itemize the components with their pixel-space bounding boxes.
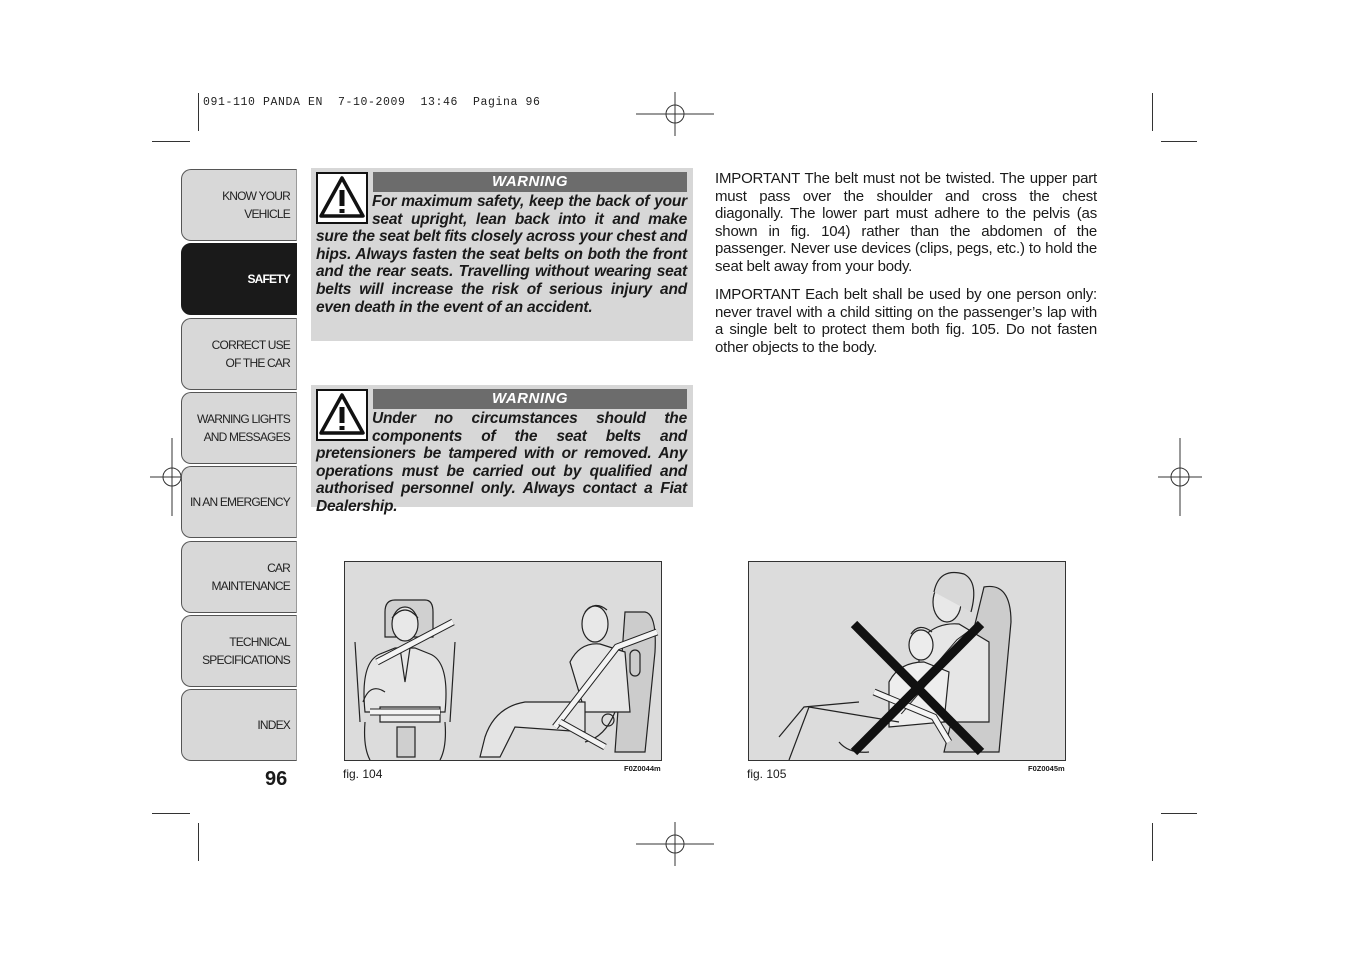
tab-technical-specifications[interactable]: TECHNICAL SPECIFICATIONS — [181, 615, 297, 687]
warning-text: Under no circumstances should the components of the seat belts and pretensioners be tampered with or removed. Any operations must be carried out by qualified and authorised personnel only. Always contact a Fiat Dealership. — [316, 410, 687, 515]
figure-code: F0Z0044m — [624, 764, 661, 773]
warning-title: WARNING — [373, 389, 687, 409]
figure-code: F0Z0045m — [1028, 764, 1065, 773]
page-number: 96 — [265, 768, 288, 790]
warning-text: For maximum safety, keep the back of your seat upright, lean back into it and make sure the seat belt fits closely across your chest and hips. Always fasten the seat belts on both the front and the rear seats. Travelling without wearing seat belts will increase the risk of serious injury and even death in the event of an accident. — [316, 193, 687, 316]
tab-index[interactable]: INDEX — [181, 689, 297, 761]
tab-correct-use[interactable]: CORRECT USE OF THE CAR — [181, 318, 297, 390]
warning-title: WARNING — [373, 172, 687, 192]
important-paragraph: IMPORTANT Each belt shall be used by one person only: never travel with a child sitting on the passenger’s lap with a single belt to protect them both fig. 105. Do not fasten other objects to the body. — [715, 286, 1097, 356]
figure-104-illustration — [344, 561, 662, 761]
warning-triangle-icon — [316, 172, 368, 224]
crop-mark — [152, 141, 190, 142]
registration-mark-top — [636, 92, 714, 136]
crop-mark — [1161, 813, 1197, 814]
registration-mark-bottom — [636, 822, 714, 866]
crop-mark — [152, 813, 190, 814]
seatbelt-incorrect-illustration — [749, 562, 1065, 760]
figure-105-illustration — [748, 561, 1066, 761]
seatbelt-correct-illustration — [345, 562, 661, 760]
warning-triangle-icon — [316, 389, 368, 441]
crop-mark — [1152, 93, 1153, 131]
tab-safety[interactable]: SAFETY — [181, 243, 297, 315]
crop-mark — [1152, 823, 1153, 861]
registration-mark-right — [1158, 438, 1202, 516]
tab-in-an-emergency[interactable]: IN AN EMERGENCY — [181, 466, 297, 538]
important-paragraph: IMPORTANT The belt must not be twisted. The upper part must pass over the shoulder and cross the chest diagonally. The lower part must adhere to the pelvis (as shown in fig. 104) rather than the abdomen of the passenger. Never use devices (clips, pegs, etc.) to hold the seat belt away from your body. — [715, 170, 1097, 275]
tab-know-your-vehicle[interactable]: KNOW YOUR VEHICLE — [181, 169, 297, 241]
tab-car-maintenance[interactable]: CAR MAINTENANCE — [181, 541, 297, 613]
crop-mark — [198, 823, 199, 861]
print-header: 091-110 PANDA EN 7-10-2009 13:46 Pagina 96 — [203, 96, 541, 109]
crop-mark — [1161, 141, 1197, 142]
figure-caption: fig. 104 — [343, 767, 383, 781]
crop-mark — [198, 93, 199, 131]
tab-warning-lights[interactable]: WARNING LIGHTS AND MESSAGES — [181, 392, 297, 464]
warning-box — [311, 168, 693, 341]
warning-box — [311, 385, 693, 515]
figure-caption: fig. 105 — [747, 767, 787, 781]
